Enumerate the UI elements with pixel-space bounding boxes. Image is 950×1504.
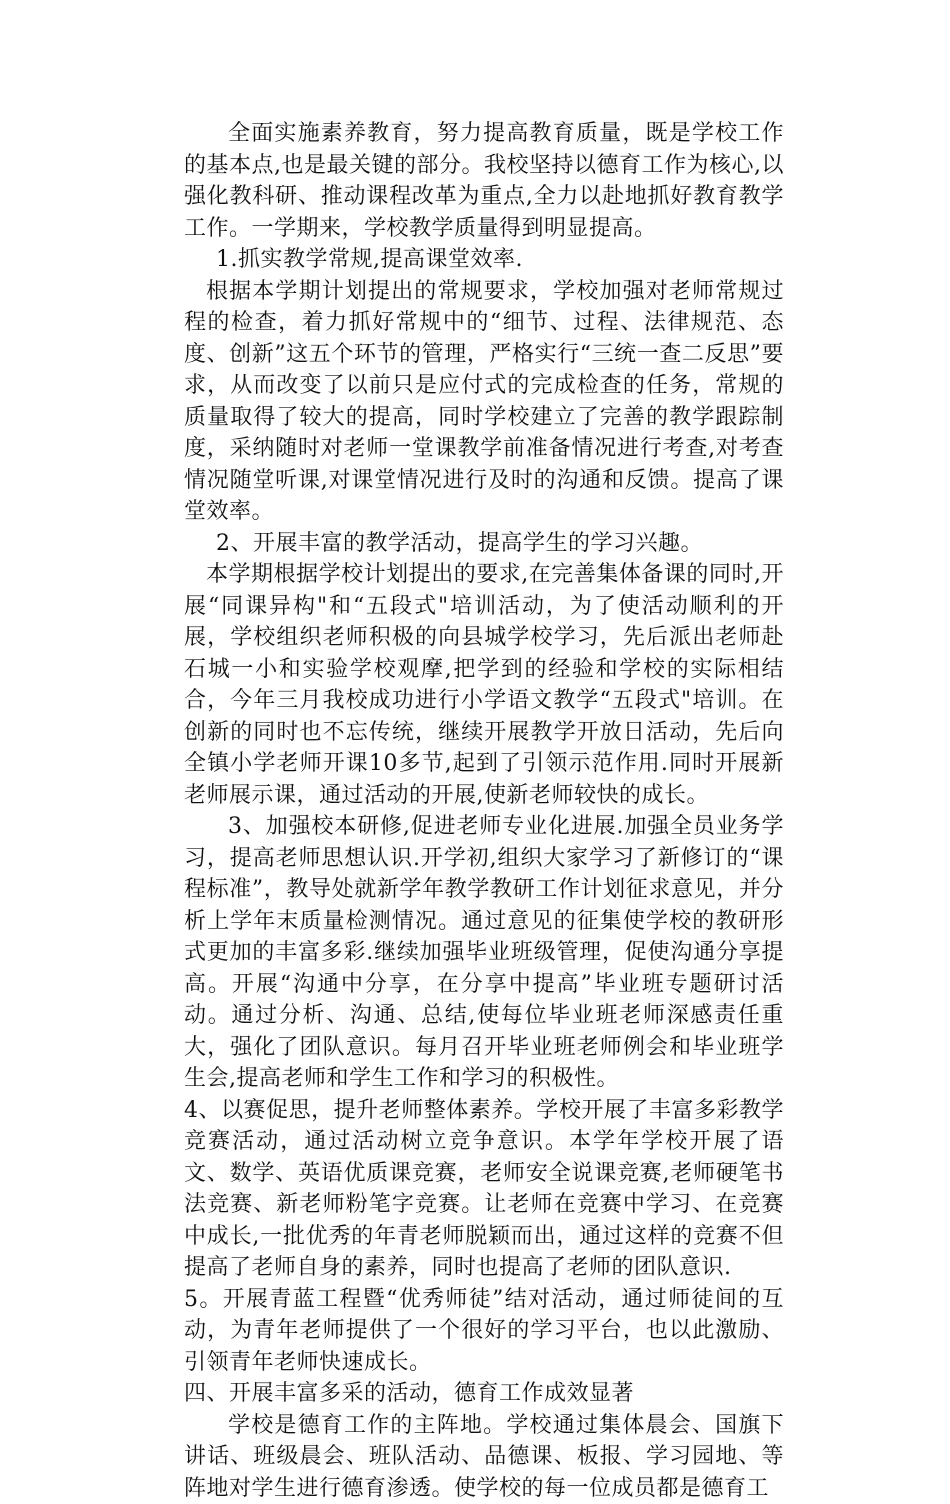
section-heading-teaching-routine: 1.抓实教学常规,提高课堂效率. bbox=[184, 244, 784, 276]
section-heading-moral-education: 四、开展丰富多采的活动，德育工作成效显著 bbox=[184, 1378, 784, 1410]
paragraph-moral-education: 学校是德育工作的主阵地。学校通过集体晨会、国旗下讲话、班级晨会、班队活动、品德课、板报、学习园地、等阵地对学生进行德育渗透。使学校的每一位成员都是德育工 bbox=[184, 1410, 784, 1504]
paragraph-competitions: 4、以赛促思，提升老师整体素养。学校开展了丰富多彩教学竞赛活动，通过活动树立竞争意识。本学年学校开展了语文、数学、英语优质课竞赛，老师安全说课竞赛,老师硬笔书法竞赛、新老师粉笔字竞赛。让老师在竞赛中学习、在竞赛中成长,一批优秀的年青老师脱颖而出，通过这样的竞赛不但提高了老师自身的素养，同时也提高了老师的团队意识. bbox=[184, 1095, 784, 1284]
paragraph-teaching-activities: 本学期根据学校计划提出的要求,在完善集体备课的同时,开展“同课异构"和“五段式"培训活动，为了使活动顺利的开展，学校组织老师积极的向县城学校学习，先后派出老师赴石城一小和实验学校观摩,把学到的经验和学校的实际相结合，今年三月我校成功进行小学语文教学“五段式"培训。在创新的同时也不忘传统，继续开展教学开放日活动，先后向全镇小学老师开课10多节,起到了引领示范作用.同时开展新老师展示课，通过活动的开展,使新老师较快的成长。 bbox=[184, 559, 784, 811]
paragraph-mentorship: 5。开展青蓝工程暨“优秀师徒”结对活动，通过师徒间的互动，为青年老师提供了一个很好的学习平台，也以此激励、引领青年老师快速成长。 bbox=[184, 1284, 784, 1379]
paragraph-school-research: 3、加强校本研修,促进老师专业化进展.加强全员业务学习，提高老师思想认识.开学初,组织大家学习了新修订的“课程标准”，教导处就新学年教学教研工作计划征求意见，并分析上学年末质量检测情况。通过意见的征集使学校的教研形式更加的丰富多彩.继续加强毕业班级管理，促使沟通分享提高。开展“沟通中分享，在分享中提高”毕业班专题研讨活动。通过分析、沟通、总结,使每位毕业班老师深感责任重大，强化了团队意识。每月召开毕业班老师例会和毕业班学生会,提高老师和学生工作和学习的积极性。 bbox=[184, 811, 784, 1095]
paragraph-teaching-routine: 根据本学期计划提出的常规要求，学校加强对老师常规过程的检查，着力抓好常规中的“细节、过程、法律规范、态度、创新”这五个环节的管理，严格实行“三统一查二反思”要求，从而改变了以前只是应付式的完成检查的任务，常规的质量取得了较大的提高，同时学校建立了完善的教学跟踪制度，采纳随时对老师一堂课教学前准备情况进行考查,对考查情况随堂听课,对课堂情况进行及时的沟通和反馈。提高了课堂效率。 bbox=[184, 276, 784, 528]
intro-paragraph: 全面实施素养教育，努力提高教育质量，既是学校工作的基本点,也是最关键的部分。我校坚持以德育工作为核心,以强化教科研、推动课程改革为重点,全力以赴地抓好教育教学工作。一学期来，学校教学质量得到明显提高。 bbox=[184, 118, 784, 244]
section-heading-teaching-activities: 2、开展丰富的教学活动，提高学生的学习兴趣。 bbox=[184, 528, 784, 560]
document-page bbox=[184, 118, 784, 1504]
